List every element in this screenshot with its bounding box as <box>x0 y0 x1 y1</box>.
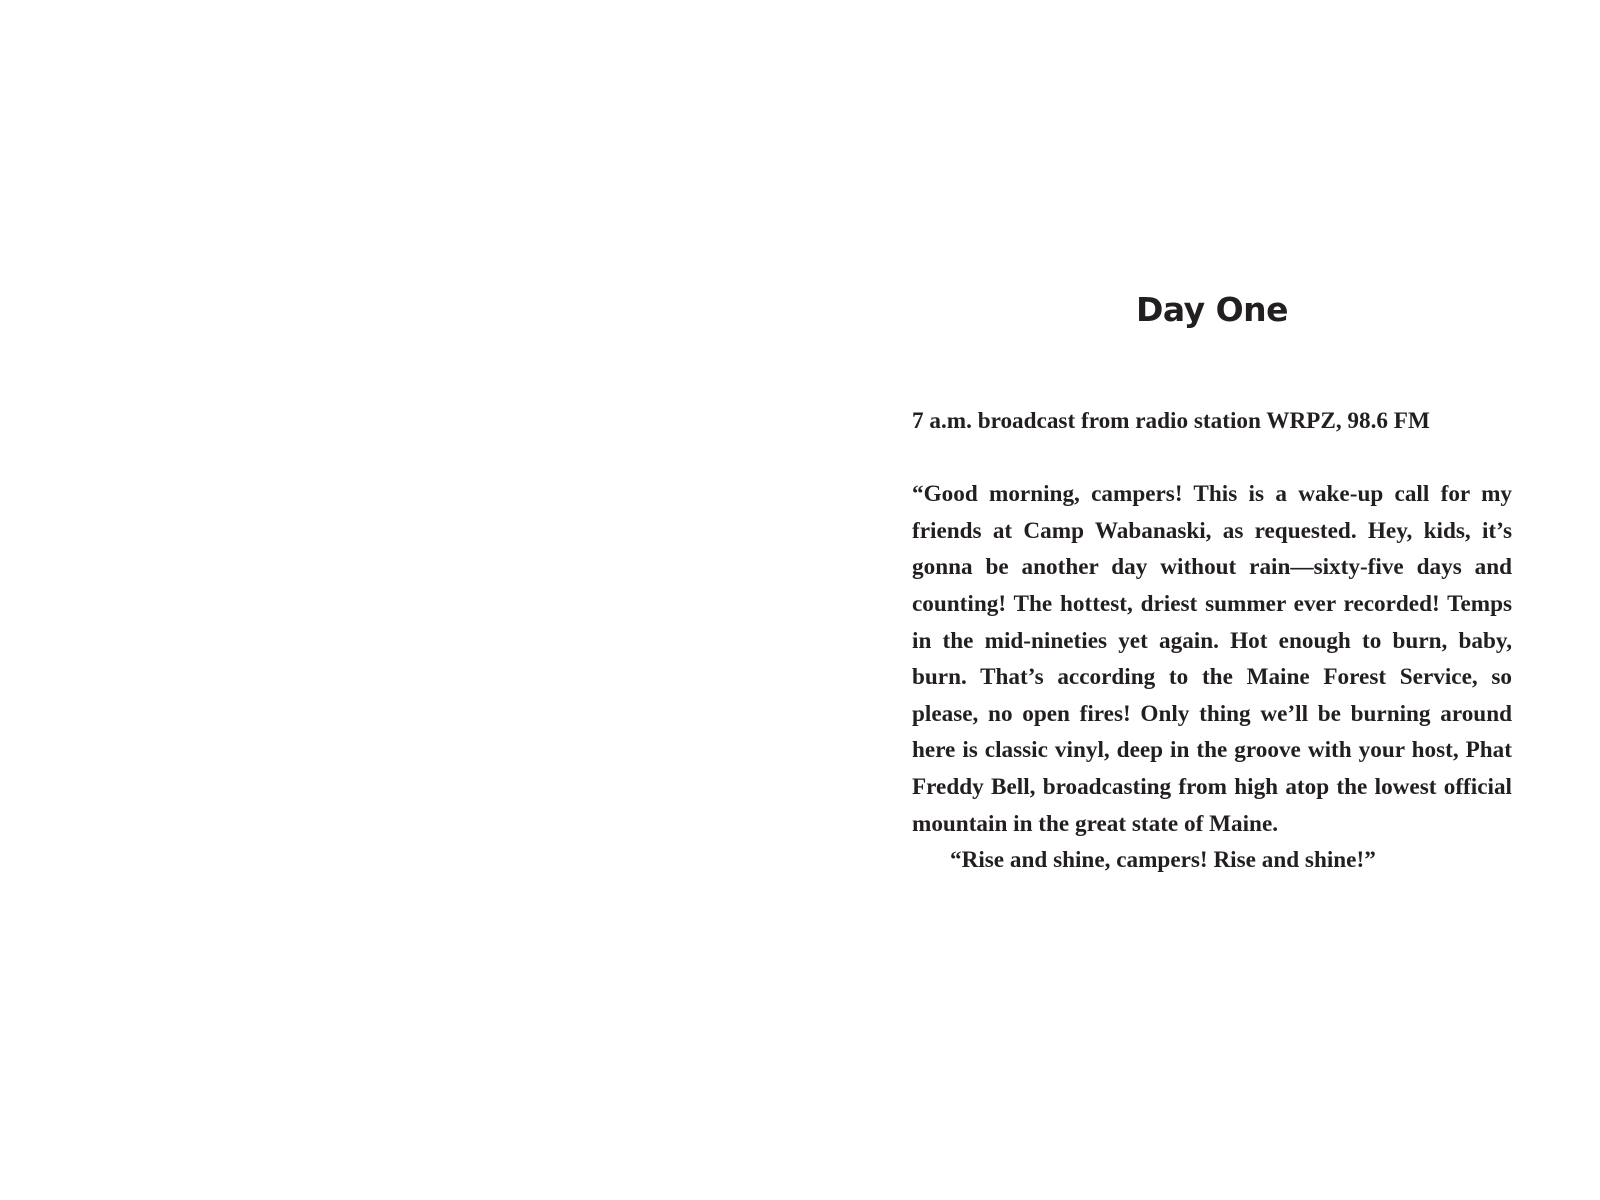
body-paragraph-rise-and-shine: “Rise and shine, campers! Rise and shine!” <box>950 847 1376 874</box>
chapter-title: Day One <box>1135 290 1289 329</box>
broadcast-heading: 7 a.m. broadcast from radio station WRPZ, 98.6 FM <box>912 408 1430 434</box>
body-paragraph-radio-announcement: “Good morning, campers! This is a wake-up call for my friends at Camp Wabanaski, as requested. Hey, kids, it’s gonna be another day without rain—sixty-five days and counting! The hottest, driest summer ever recorded! Temps in the mid-nineties yet again. Hot enough to burn, baby, burn. That’s according to the Maine Forest Service, so please, no open fires! Only thing we’ll be burning around here is classic vinyl, deep in the groove with your host, Phat Freddy Bell, broadcasting from high atop the lowest official mountain in the great state of Maine. <box>912 481 1512 837</box>
right-page <box>800 0 1600 1200</box>
body-text-block <box>912 403 1512 879</box>
